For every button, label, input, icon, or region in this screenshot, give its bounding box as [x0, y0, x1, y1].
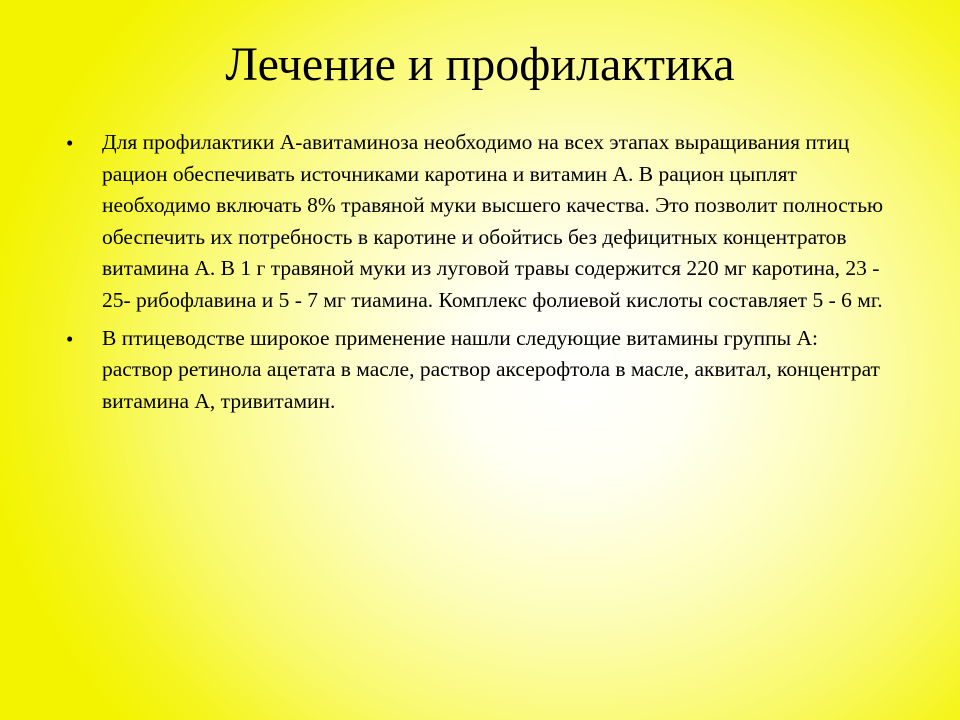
bullet-marker: • [66, 131, 74, 155]
bullet-marker: • [66, 326, 74, 351]
bullet-list [66, 127, 886, 423]
bullet-text: Для профилактики А-авитаминоза необходимо на всех этапах выращивания птиц рацион обеспечивать источниками каротина и витамин А. В рацион цыплят необходимо включать 8% травяной муки высшего качества. Это позволит полностью обеспечить их потребность в каротине и обойтись без дефицитных концентратов витамина А. В 1 г травяной муки из луговой травы содержится 220 мг каротина, 23 - 25- рибофлавина и 5 - 7 мг тиамина. Комплекс фолиевой кислоты составляет 5 - 6 мг. [102, 130, 884, 312]
bullet-item [66, 323, 886, 418]
slide-title: Лечение и профилактика [225, 38, 735, 91]
bullet-item [66, 127, 886, 317]
bullet-text: В птицеводстве широкое применение нашли следующие витамины группы А: раствор ретинола ацетата в масле, раствор аксерофтола в масле, аквитал, концентрат витамина А, тривитамин. [102, 325, 880, 413]
